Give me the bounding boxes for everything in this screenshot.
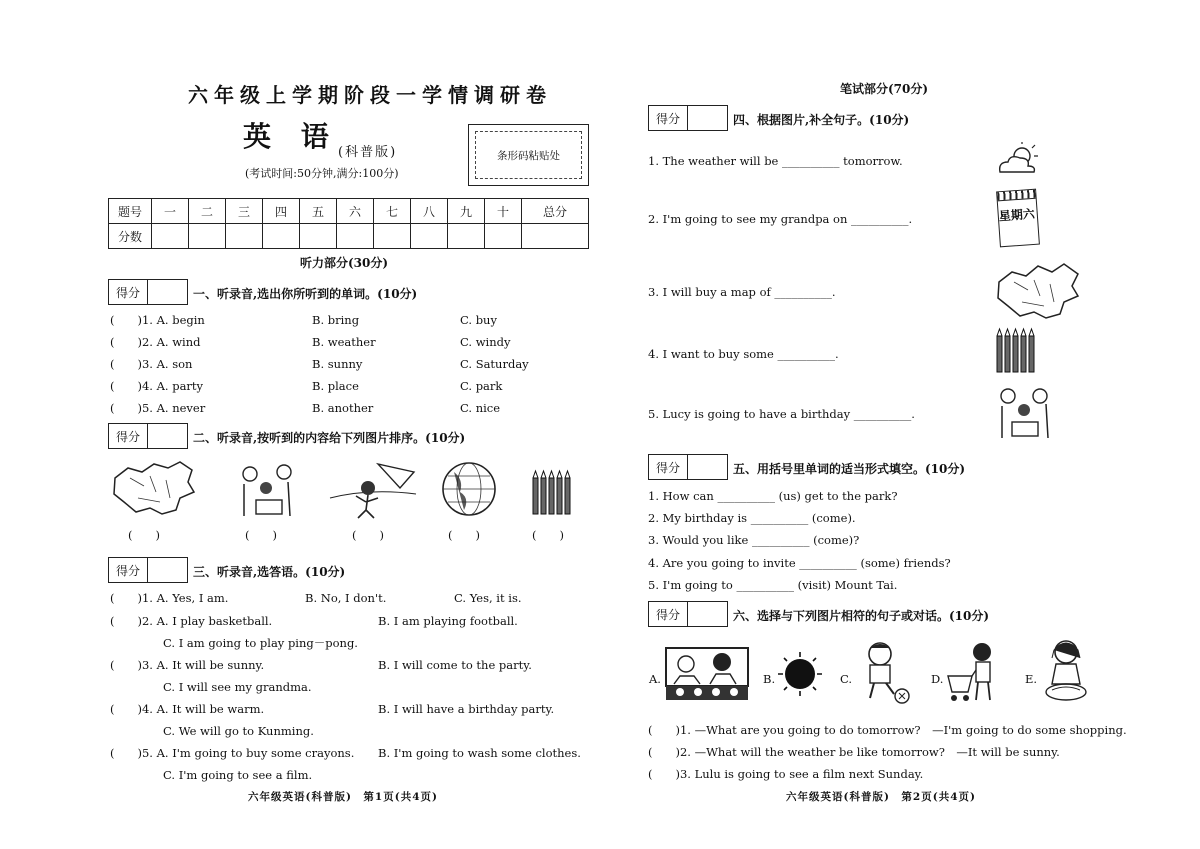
family-birthday-icon <box>994 384 1056 442</box>
score-table-row-label: 题号 <box>109 199 152 224</box>
s6-option-d: D. <box>931 672 944 686</box>
score-box-label: 得分 <box>109 280 148 304</box>
subject-title: 英 语 <box>243 120 339 153</box>
score-table-col: 八 <box>411 199 448 224</box>
s2-slot[interactable]: ( ) <box>352 528 384 542</box>
s1-q1-a: ( )1. A. begin <box>110 313 205 327</box>
score-table-col: 十 <box>485 199 522 224</box>
score-cell[interactable] <box>226 224 263 249</box>
score-cell[interactable] <box>411 224 448 249</box>
s3-q2-b: B. I am playing football. <box>378 614 518 628</box>
s4-q5: 5. Lucy is going to have a birthday __________. <box>648 407 915 421</box>
s4-q1: 1. The weather will be __________ tomorrow. <box>648 154 903 168</box>
china-map-icon <box>110 458 198 518</box>
edition-label: (科普版) <box>338 145 398 160</box>
s5-q4: 4. Are you going to invite __________ (some) friends? <box>648 556 951 570</box>
s6-q2: ( )2. —What will the weather be like tomorrow? —It will be sunny. <box>648 745 1060 759</box>
china-map-icon <box>994 260 1082 322</box>
s1-q2-a: ( )2. A. wind <box>110 335 201 349</box>
boy-football-icon <box>856 640 914 706</box>
section2-title: 二、听录音,按听到的内容给下列图片排序。(10分) <box>193 431 466 445</box>
score-table-col: 九 <box>448 199 485 224</box>
girl-shopping-cart-icon <box>946 640 1002 706</box>
score-box[interactable] <box>648 601 728 627</box>
s6-option-a: A. <box>649 672 661 686</box>
score-box-label: 得分 <box>649 455 688 479</box>
s4-q4: 4. I want to buy some __________. <box>648 347 839 361</box>
s5-q3: 3. Would you like __________ (come)? <box>648 533 860 547</box>
score-cell[interactable] <box>337 224 374 249</box>
s3-q1-c: C. Yes, it is. <box>454 591 522 605</box>
written-header: 笔试部分(70分) <box>840 82 929 96</box>
s4-q3: 3. I will buy a map of __________. <box>648 285 836 299</box>
s6-option-c: C. <box>840 672 853 686</box>
section1-title: 一、听录音,选出你所听到的单词。(10分) <box>193 287 418 301</box>
s2-slot[interactable]: ( ) <box>448 528 480 542</box>
score-cell-total[interactable] <box>522 224 589 249</box>
family-birthday-icon <box>236 460 300 520</box>
sun-icon <box>778 652 822 696</box>
s3-q5-a: ( )5. A. I'm going to buy some crayons. <box>110 746 355 760</box>
score-table-score-label: 分数 <box>109 224 152 249</box>
score-cell[interactable] <box>300 224 337 249</box>
score-cell[interactable] <box>485 224 522 249</box>
s2-slot[interactable]: ( ) <box>245 528 277 542</box>
s3-q1-b: B. No, I don't. <box>305 591 387 605</box>
s6-option-e: E. <box>1025 672 1038 686</box>
score-table-col: 二 <box>189 199 226 224</box>
score-table-col: 一 <box>152 199 189 224</box>
s3-q3-a: ( )3. A. It will be sunny. <box>110 658 265 672</box>
score-cell[interactable] <box>374 224 411 249</box>
score-box[interactable] <box>648 105 728 131</box>
globe-icon <box>440 460 498 518</box>
s3-q3-c: C. I will see my grandma. <box>163 680 312 694</box>
s1-q4-c: C. park <box>460 379 503 393</box>
exam-title: 六年级上学期阶段一学情调研卷 <box>188 83 552 107</box>
s1-q2-b: B. weather <box>312 335 376 349</box>
boy-kite-icon <box>330 458 420 520</box>
score-table-col: 六 <box>337 199 374 224</box>
s1-q5-b: B. another <box>312 401 374 415</box>
s3-q2-a: ( )2. A. I play basketball. <box>110 614 273 628</box>
score-table-col: 七 <box>374 199 411 224</box>
score-table-col: 五 <box>300 199 337 224</box>
girl-washing-clothes-icon <box>1042 638 1092 704</box>
score-box[interactable] <box>108 423 188 449</box>
s1-q3-b: B. sunny <box>312 357 363 371</box>
score-cell[interactable] <box>448 224 485 249</box>
s3-q2-c: C. I am going to play ping－pong. <box>163 636 358 650</box>
s1-q5-a: ( )5. A. never <box>110 401 206 415</box>
page1-footer: 六年级英语(科普版) 第1页(共4页) <box>248 791 438 803</box>
s6-option-b: B. <box>763 672 776 686</box>
score-table-col: 四 <box>263 199 300 224</box>
section4-title: 四、根据图片,补全句子。(10分) <box>733 113 910 127</box>
score-table-col: 三 <box>226 199 263 224</box>
barcode-area <box>468 124 589 186</box>
s5-q5: 5. I'm going to __________ (visit) Mount Tai. <box>648 578 898 592</box>
s1-q3-c: C. Saturday <box>460 357 529 371</box>
score-cell[interactable] <box>263 224 300 249</box>
s3-q4-b: B. I will have a birthday party. <box>378 702 555 716</box>
s3-q5-c: C. I'm going to see a film. <box>163 768 313 782</box>
section6-title: 六、选择与下列图片相符的句子或对话。(10分) <box>733 609 990 623</box>
s3-q5-b: B. I'm going to wash some clothes. <box>378 746 581 760</box>
s6-q1: ( )1. —What are you going to do tomorrow? —I'm going to do some shopping. <box>648 723 1127 737</box>
score-cell[interactable] <box>189 224 226 249</box>
s3-q4-c: C. We will go to Kunming. <box>163 724 314 738</box>
s1-q3-a: ( )3. A. son <box>110 357 193 371</box>
section5-title: 五、用括号里单词的适当形式填空。(10分) <box>733 462 966 476</box>
listening-header: 听力部分(30分) <box>300 256 389 270</box>
score-box-label: 得分 <box>109 424 148 448</box>
calendar-text: 星期六 <box>998 206 1036 224</box>
s1-q2-c: C. windy <box>460 335 511 349</box>
s2-slot[interactable]: ( ) <box>128 528 160 542</box>
calendar-icon <box>996 189 1040 248</box>
s2-slot[interactable]: ( ) <box>532 528 564 542</box>
s3-q1-a: ( )1. A. Yes, I am. <box>110 591 229 605</box>
score-box-label: 得分 <box>649 602 688 626</box>
exam-note: (考试时间:50分钟,满分:100分) <box>245 167 399 180</box>
score-box[interactable] <box>648 454 728 480</box>
s3-q3-b: B. I will come to the party. <box>378 658 532 672</box>
s5-q2: 2. My birthday is __________ (come). <box>648 511 856 525</box>
cloud-sun-icon <box>996 142 1040 178</box>
s1-q5-c: C. nice <box>460 401 501 415</box>
s1-q4-b: B. place <box>312 379 359 393</box>
s4-q2: 2. I'm going to see my grandpa on __________. <box>648 212 913 226</box>
score-table <box>108 198 589 249</box>
score-box-label: 得分 <box>649 106 688 130</box>
s3-q4-a: ( )4. A. It will be warm. <box>110 702 265 716</box>
score-box-label: 得分 <box>109 558 148 582</box>
page2-footer: 六年级英语(科普版) 第2页(共4页) <box>786 791 976 803</box>
barcode-label: 条形码粘贴处 <box>497 149 560 162</box>
score-cell[interactable] <box>152 224 189 249</box>
crayons-icon <box>996 328 1036 374</box>
s5-q1: 1. How can __________ (us) get to the park? <box>648 489 898 503</box>
crayons-icon <box>532 470 574 516</box>
score-table-col-total: 总分 <box>522 199 589 224</box>
score-box[interactable] <box>108 557 188 583</box>
s1-q4-a: ( )4. A. party <box>110 379 204 393</box>
s1-q1-c: C. buy <box>460 313 497 327</box>
s6-q3: ( )3. Lulu is going to see a film next Sunday. <box>648 767 924 781</box>
section3-title: 三、听录音,选答语。(10分) <box>193 565 346 579</box>
s1-q1-b: B. bring <box>312 313 360 327</box>
cinema-icon <box>664 646 750 702</box>
score-box[interactable] <box>108 279 188 305</box>
